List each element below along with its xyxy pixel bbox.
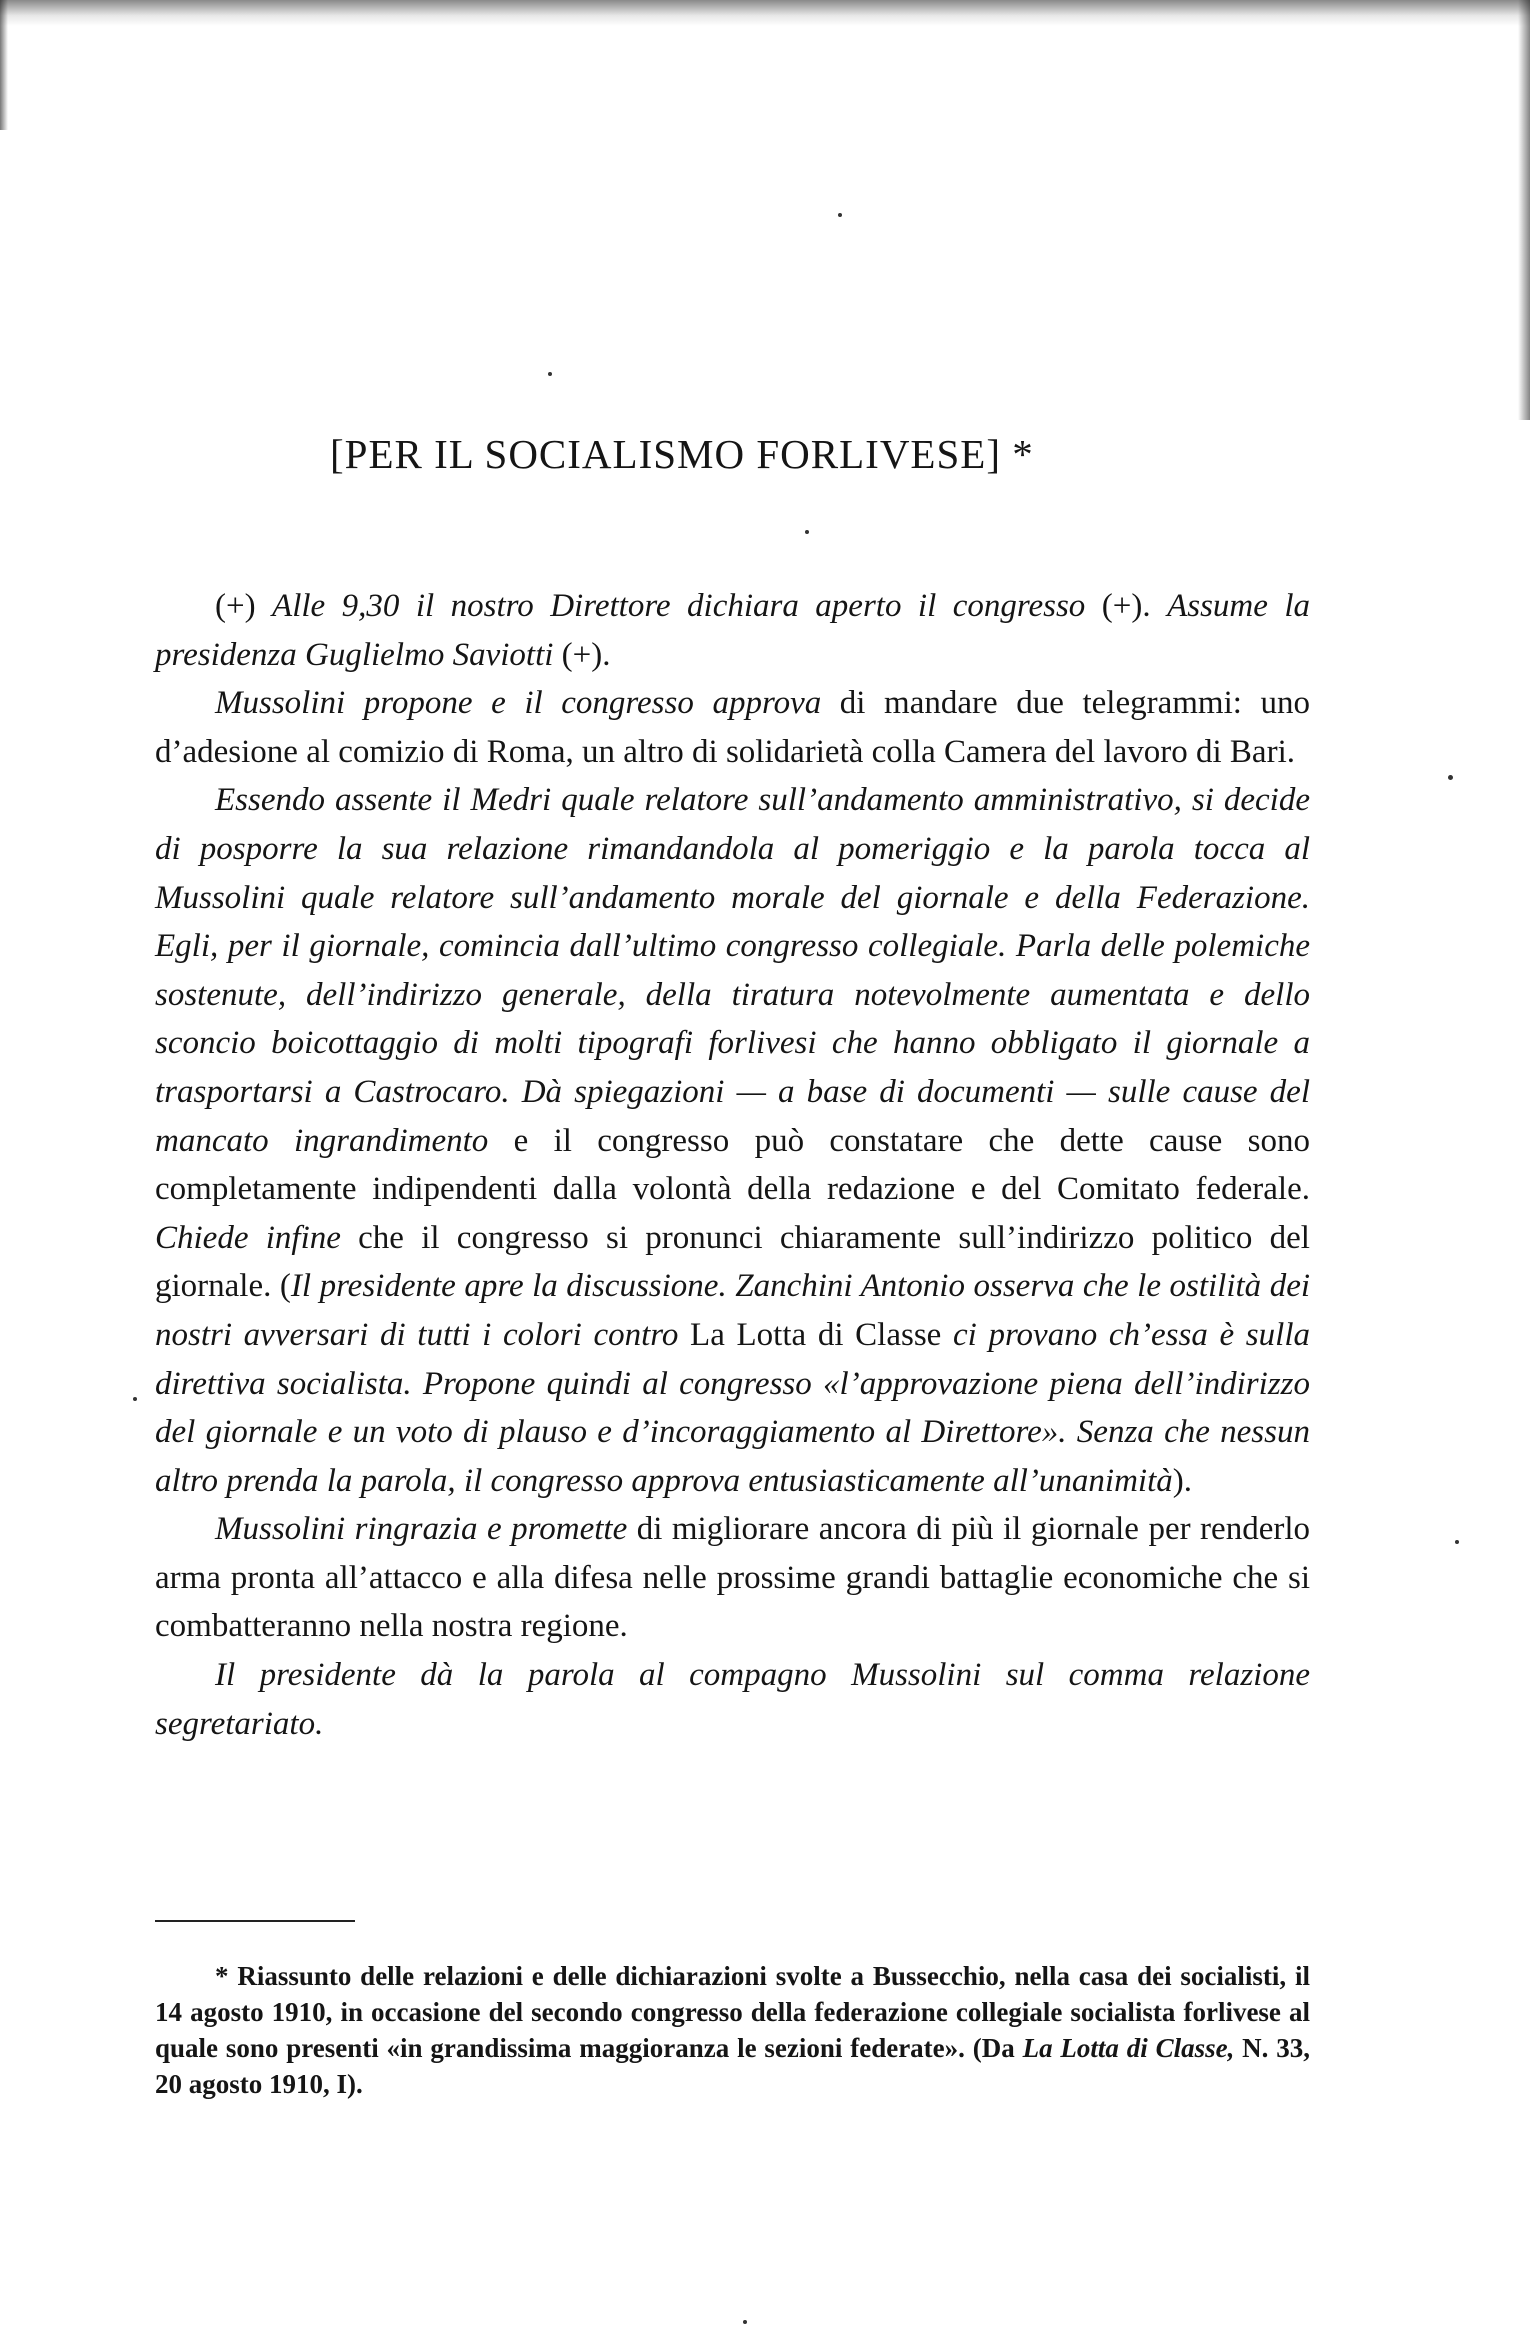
scan-border-right xyxy=(1518,0,1530,420)
scan-speck xyxy=(838,213,842,217)
italic-span: Mussolini propone e il congresso approva xyxy=(215,685,822,722)
body-text xyxy=(155,582,1310,1748)
footnote-divider xyxy=(155,1920,355,1922)
paragraph-thanks xyxy=(155,1505,1310,1651)
text-span: (+) xyxy=(215,588,273,624)
italic-span: Chiede infine xyxy=(155,1219,341,1256)
footnote-paragraph xyxy=(155,1958,1310,2102)
text-span: (+). xyxy=(1085,588,1168,624)
paragraph-telegrams xyxy=(155,679,1310,776)
italic-span: Il presidente apre la discussione. Zanchini Antonio osserva che le ostilità dei nostri avversari di tutti i colori contro xyxy=(155,1268,1311,1353)
text-span: ). xyxy=(1172,1462,1192,1499)
scan-speck xyxy=(805,530,809,534)
paragraph-report xyxy=(155,776,1310,1505)
page-title: [PER IL SOCIALISMO FORLIVESE] * xyxy=(330,431,1034,477)
scan-speck xyxy=(548,372,552,376)
text-span: (+). xyxy=(553,636,611,673)
italic-span: Mussolini ringrazia e promette xyxy=(215,1511,628,1548)
text-span: di mandare due telegrammi: uno d’adesione al comizio di Roma, un altro di solidarietà colla Camera del lavoro di Bari. xyxy=(155,685,1310,770)
scan-border-left xyxy=(0,0,8,130)
paragraph-opening xyxy=(155,582,1310,679)
paragraph-closing xyxy=(155,1651,1310,1748)
text-span: La Lotta di Classe xyxy=(678,1316,953,1353)
italic-span: Assume la presidenza Guglielmo Saviotti xyxy=(155,588,1311,673)
scan-speck xyxy=(743,2320,747,2324)
text-span: e il congresso può constatare che dette cause sono completamente indipendenti dalla volontà della redazione e del Comitato federale. xyxy=(155,1122,1310,1208)
italic-span: Il presidente dà la parola al compagno Mussolini sul comma relazione segretariato. xyxy=(155,1657,1310,1742)
scan-speck xyxy=(1448,775,1453,780)
text-span: di migliorare ancora di più il giornale per renderlo arma pronta all’attacco e alla difesa nelle prossime grandi battaglie economiche che si combatteranno nella nostra regione. xyxy=(155,1511,1310,1645)
italic-span: ci provano ch’essa è sulla direttiva socialista. Propone quindi al congresso «l’approvazione piena dell’indirizzo del giornale e un voto di plauso e d’incoraggiamento al Direttore». Senza che nessun altro prenda la parola, il congresso approva entusiasticamente all’unanimità xyxy=(155,1316,1310,1499)
text-span: * Riassunto delle relazioni e delle dichiarazioni svolte a Bussecchio, nella casa dei socialisti, il 14 agosto 1910, in occasione del secondo congresso della federazione collegiale socialista forlivese al quale sono presenti «in grandissima maggioranza le sezioni federate». (Da xyxy=(155,1961,1310,2063)
scan-speck xyxy=(133,1397,137,1401)
footnote xyxy=(155,1958,1310,2102)
text-span: che il congresso si pronunci chiaramente sull’indirizzo politico del giornale. ( xyxy=(155,1219,1310,1305)
italic-span: La Lotta di Classe, xyxy=(1022,2033,1235,2063)
scan-border-top xyxy=(0,0,1530,26)
scan-speck xyxy=(1455,1540,1459,1544)
italic-span: Alle 9,30 il nostro Direttore dichiara aperto il congresso xyxy=(272,588,1086,624)
italic-span: Essendo assente il Medri quale relatore sull’andamento amministrativo, si decide di posporre la sua relazione rimandandola al pomeriggio e la parola tocca al Mussolini quale relatore sull’andamento morale del giornale e della Federazione. Egli, per il giornale, comincia dall’ultimo congresso collegiale. Parla delle polemiche sostenute, dell’indirizzo generale, della tiratura notevolmente aumentata e dello sconcio boicottaggio di molti tipografi forlivesi che hanno obbligato il giornale a trasportarsi a Castrocaro. Dà spiegazioni — a base di documenti — sulle cause del mancato ingrandimento xyxy=(155,782,1310,1159)
text-span: N. 33, 20 agosto 1910, I). xyxy=(155,2033,1311,2099)
